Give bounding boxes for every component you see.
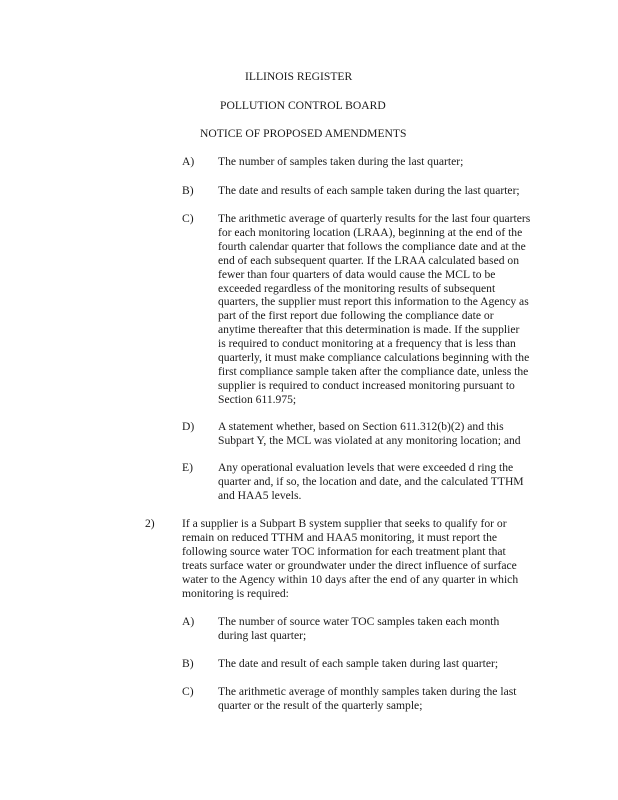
text-line: A statement whether, based on Section 611.312(b)(2) and this	[218, 420, 504, 433]
text-line: first compliance sample taken after the compliance date, unless the	[218, 364, 529, 378]
item-label: C)	[182, 212, 194, 225]
item-text	[218, 657, 550, 671]
text-line: The arithmetic average of monthly samples taken during the last	[218, 685, 517, 698]
text-line: treats surface water or groundwater under the direct influence of surface	[182, 558, 517, 572]
item-label: B)	[182, 184, 194, 197]
text-line: quarters, the supplier must report this information to the Agency as	[218, 295, 529, 309]
text-line: supplier is required to conduct increased monitoring pursuant to	[218, 378, 515, 392]
item-text	[218, 155, 550, 169]
item-text	[218, 615, 550, 643]
item-label: E)	[182, 461, 193, 474]
text-line: part of the first report due following the compliance date or	[218, 309, 494, 323]
text-line: fourth calendar quarter that follows the compliance date and at the	[218, 239, 526, 253]
text-line: water to the Agency within 10 days after the end of any quarter in which	[182, 572, 519, 586]
item-label: A)	[182, 615, 195, 628]
item-label: D)	[182, 420, 195, 433]
item-text	[218, 212, 550, 407]
text-line: The date and results of each sample taken during the last quarter;	[218, 184, 520, 197]
section-number: 2)	[145, 517, 155, 530]
item-text	[218, 685, 550, 713]
text-line: Any operational evaluation levels that were exceeded d ring the	[218, 461, 514, 474]
text-line: If a supplier is a Subpart B system supplier that seeks to qualify for or	[182, 517, 507, 530]
text-line: for each monitoring location (LRAA), beginning at the end of the	[218, 225, 523, 239]
text-line: quarter and, if so, the location and date, and the calculated TTHM	[218, 474, 524, 488]
text-line: is required to conduct monitoring at a frequency that is less than	[218, 337, 516, 351]
text-line: Section 611.975;	[218, 392, 297, 406]
text-line: The arithmetic average of quarterly results for the last four quarters	[218, 212, 531, 225]
text-line: monitoring is required:	[182, 586, 289, 600]
text-line: anytime thereafter that this determination is made. If the supplier	[218, 323, 520, 337]
text-line: quarter or the result of the quarterly sample;	[218, 698, 423, 712]
text-line: quarterly, it must make compliance calculations beginning with the	[218, 351, 530, 365]
text-line: fewer than four quarters of data would cause the MCL to be	[218, 267, 496, 281]
text-line: following source water TOC information for each treatment plant that	[182, 544, 506, 558]
text-line: remain on reduced TTHM and HAA5 monitoring, it must report the	[182, 530, 498, 544]
item-label: C)	[182, 685, 194, 698]
item-label: A)	[182, 155, 195, 168]
item-text	[218, 184, 550, 198]
text-line: during last quarter;	[218, 628, 307, 642]
item-label: B)	[182, 657, 194, 670]
item-text	[218, 420, 550, 448]
board-title: POLLUTION CONTROL BOARD	[220, 99, 386, 112]
register-title: ILLINOIS REGISTER	[245, 70, 353, 83]
item-text	[218, 461, 550, 503]
text-line: Subpart Y, the MCL was violated at any monitoring location; and	[218, 433, 521, 447]
text-line: The date and result of each sample taken during last quarter;	[218, 657, 499, 670]
text-line: The number of source water TOC samples taken each month	[218, 615, 500, 628]
text-line: The number of samples taken during the last quarter;	[218, 155, 464, 168]
section-text	[182, 517, 562, 600]
text-line: and HAA5 levels.	[218, 488, 302, 502]
text-line: end of each subsequent quarter. If the LRAA calculated based on	[218, 253, 520, 267]
text-line: exceeded regardless of the monitoring results of subsequent	[218, 281, 496, 295]
notice-title: NOTICE OF PROPOSED AMENDMENTS	[200, 127, 407, 140]
